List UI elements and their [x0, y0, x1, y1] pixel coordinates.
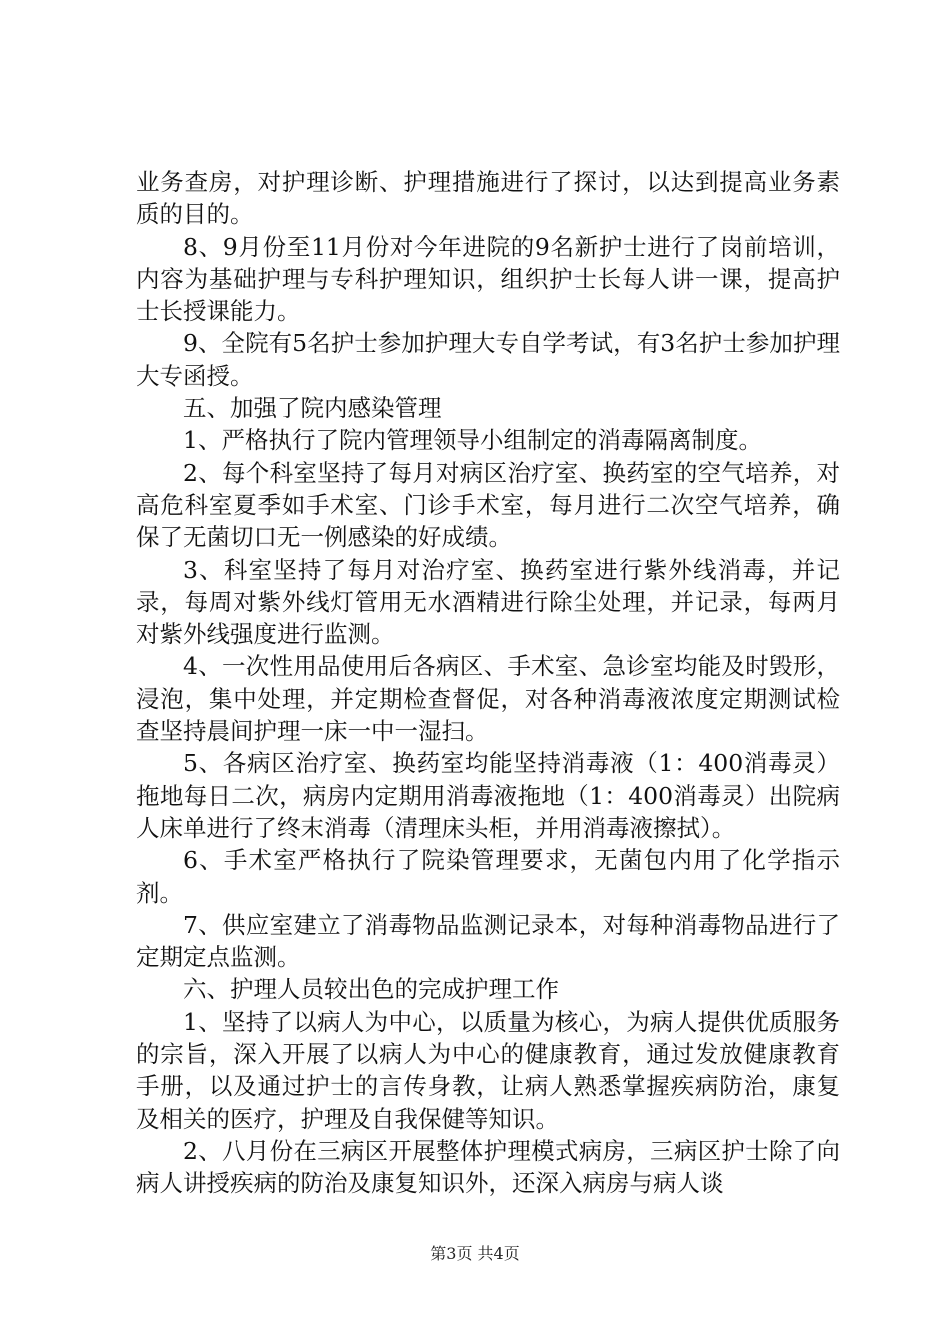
paragraph: 2、八月份在三病区开展整体护理模式病房，三病区护士除了向病人讲授疾病的防治及康复知识外，还深入病房与病人谈: [136, 1136, 840, 1198]
paragraph: 4、一次性用品使用后各病区、手术室、急诊室均能及时毁形，浸泡，集中处理，并定期检查督促，对各种消毒液浓度定期测试检查坚持晨间护理一床一中一湿扫。: [136, 652, 840, 746]
paragraph: 6、手术室严格执行了院染管理要求，无菌包内用了化学指示剂。: [136, 846, 840, 907]
paragraph: 业务查房，对护理诊断、护理措施进行了探讨，以达到提高业务素质的目的。: [136, 168, 840, 229]
paragraph: 7、供应室建立了消毒物品监测记录本，对每种消毒物品进行了定期定点监测。: [136, 910, 840, 972]
paragraph: 2、每个科室坚持了每月对病区治疗室、换药室的空气培养，对高危科室夏季如手术室、门诊手术室，每月进行二次空气培养，确保了无菌切口无一例感染的好成绩。: [136, 458, 840, 552]
paragraph: 8、9月份至11月份对今年进院的9名新护士进行了岗前培训，内容为基础护理与专科护理知识，组织护士长每人讲一课，提高护士长授课能力。: [136, 232, 840, 326]
page-number-footer: 第3页 共4页: [430, 1244, 520, 1263]
paragraph: 3、科室坚持了每月对治疗室、换药室进行紫外线消毒，并记录，每周对紫外线灯管用无水酒精进行除尘处理，并记录，每两月对紫外线强度进行监测。: [136, 555, 840, 649]
paragraph: 1、严格执行了院内管理领导小组制定的消毒隔离制度。: [183, 426, 762, 455]
paragraph: 5、各病区治疗室、换药室均能坚持消毒液（1：400消毒灵）拖地每日二次，病房内定期用消毒液拖地（1：400消毒灵）出院病人床单进行了终末消毒（清理床头柜，并用消毒液擦拭）。: [136, 749, 840, 842]
section-heading: 五、加强了院内感染管理: [183, 394, 442, 423]
document-body: [136, 166, 840, 1200]
section-heading: 六、护理人员较出色的完成护理工作: [183, 975, 559, 1004]
paragraph: 1、坚持了以病人为中心，以质量为核心，为病人提供优质服务的宗旨，深入开展了以病人为中心的健康教育，通过发放健康教育手册，以及通过护士的言传身教，让病人熟悉掌握疾病防治，康复及相关的医疗，护理及自我保健等知识。: [136, 1007, 840, 1133]
paragraph: 9、全院有5名护士参加护理大专自学考试，有3名护士参加护理大专函授。: [136, 329, 840, 390]
